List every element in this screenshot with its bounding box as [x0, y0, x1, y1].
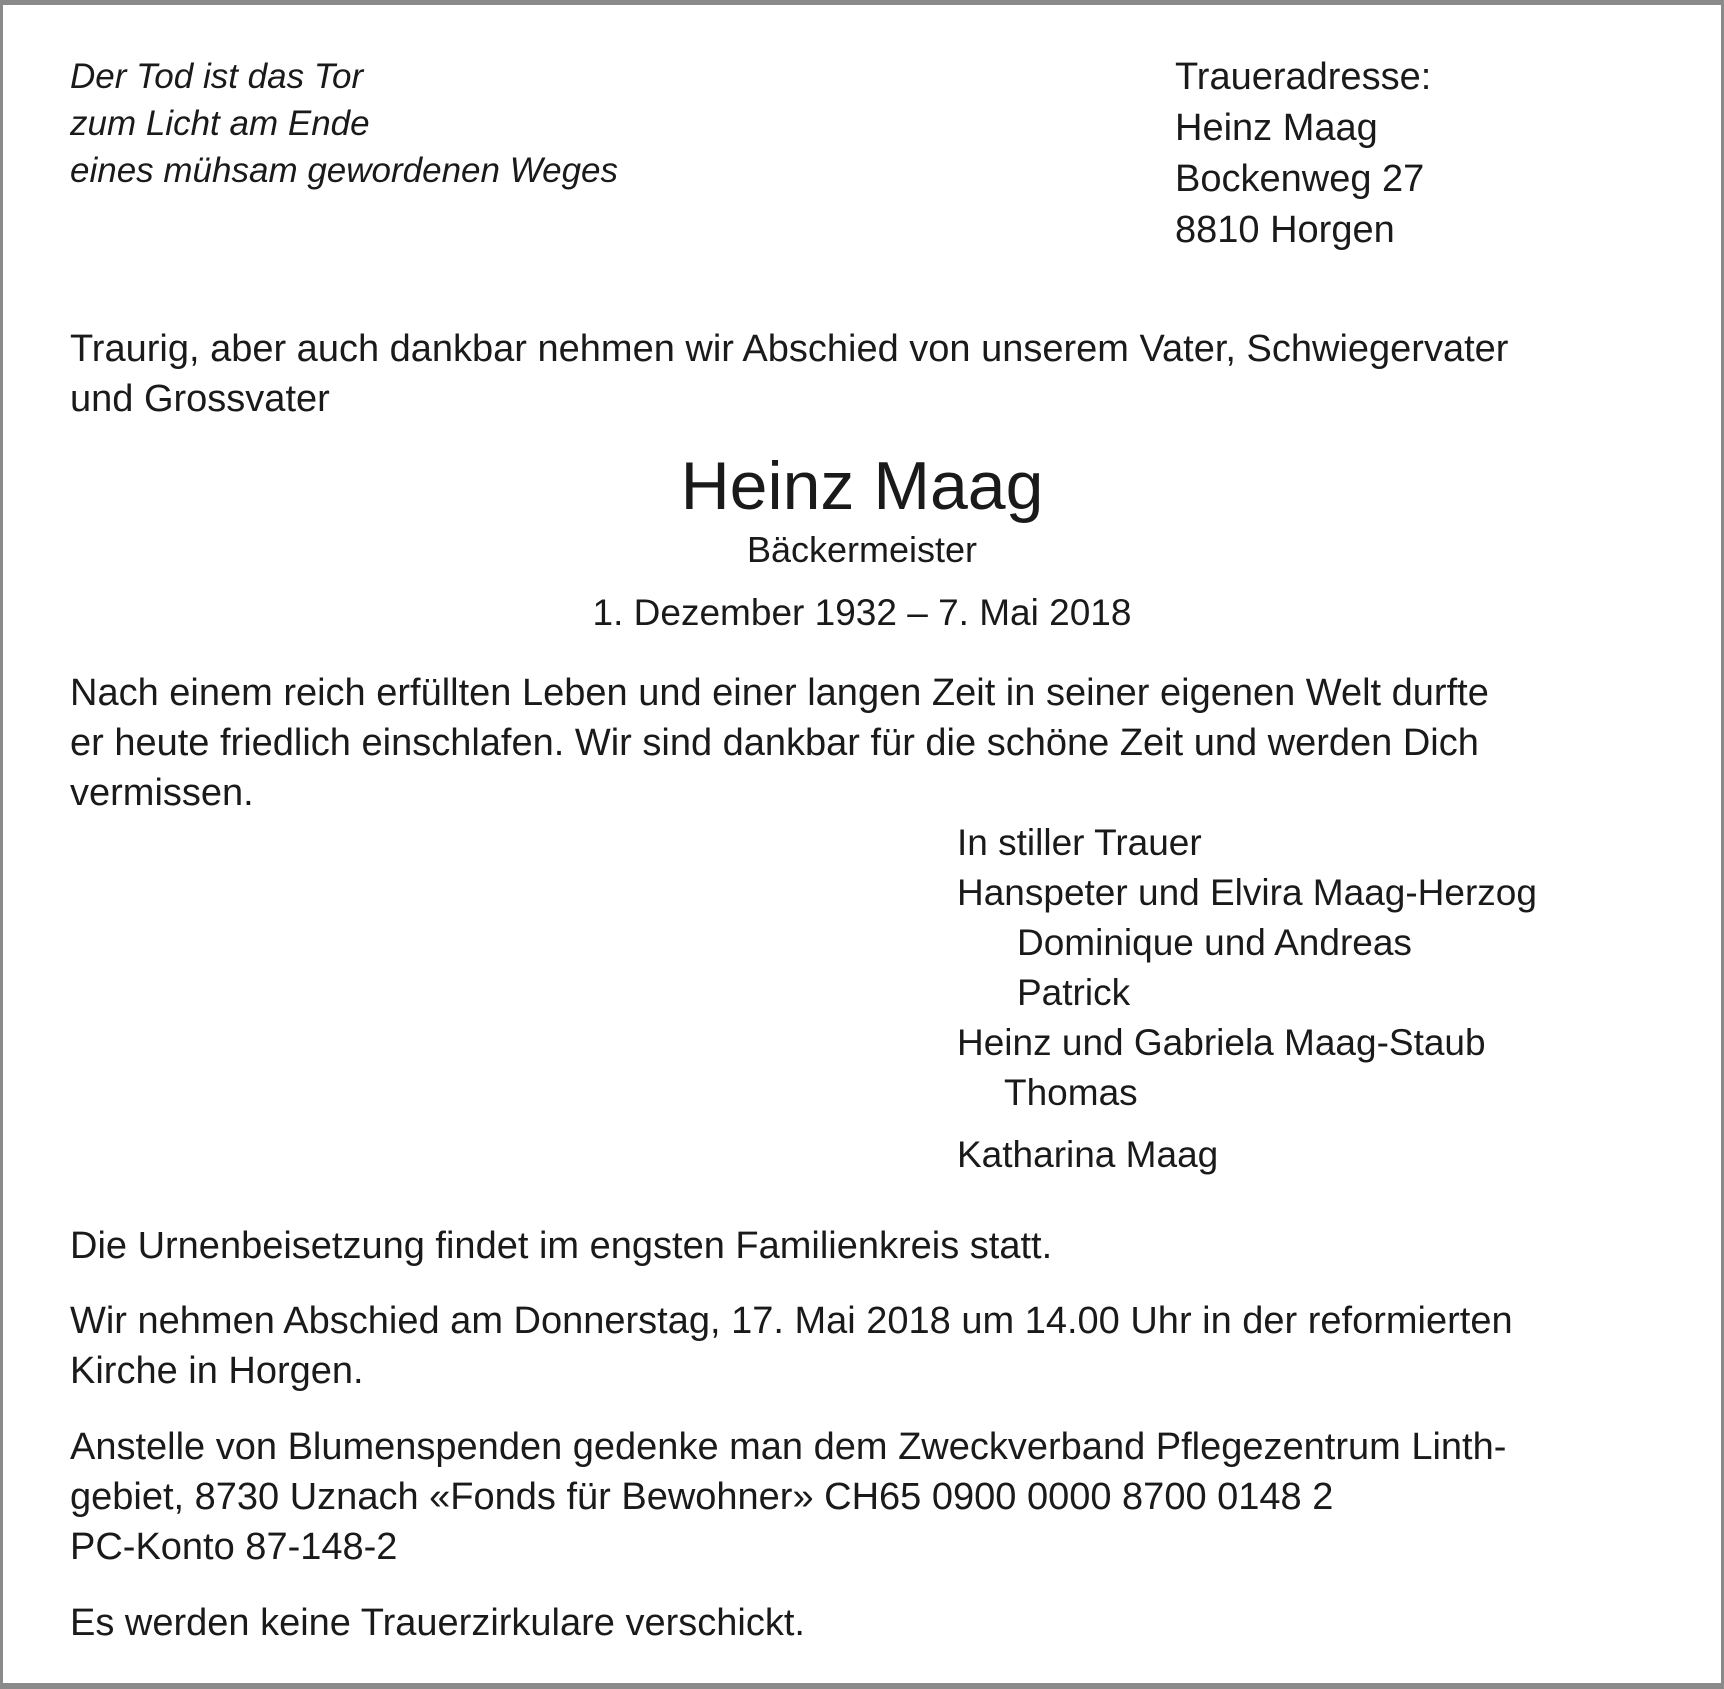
- life-line-3: vermissen.: [70, 772, 254, 814]
- life-line-1: Nach einem reich erfüllten Leben und einer langen Zeit in seiner eigenen Welt durfte: [70, 672, 1489, 714]
- deceased-name: Heinz Maag: [680, 448, 1044, 524]
- donation-line-3: PC-Konto 87-148-2: [70, 1526, 398, 1568]
- closing-text: Es werden keine Trauerzirkulare verschickt.: [70, 1602, 805, 1644]
- mourners-family-1: Hanspeter und Elvira Maag-Herzog: [957, 872, 1537, 913]
- farewell-line-2: Kirche in Horgen.: [70, 1350, 364, 1392]
- mourners-family-2: Heinz und Gabriela Maag-Staub: [957, 1022, 1486, 1063]
- mourners-family-2-child-1: Thomas: [1004, 1072, 1138, 1113]
- farewell-text: [70, 1296, 1513, 1396]
- motto-line-2: zum Licht am Ende: [70, 104, 370, 143]
- deceased-occupation: Bäckermeister: [746, 529, 978, 570]
- donation-line-1: Anstelle von Blumenspenden gedenke man dem Zweckverband Pflegezentrum Linth-: [70, 1426, 1507, 1468]
- life-dates: 1. Dezember 1932 – 7. Mai 2018: [592, 592, 1132, 633]
- farewell-line-1: Wir nehmen Abschied am Donnerstag, 17. Mai 2018 um 14.00 Uhr in der reformierten: [70, 1300, 1513, 1342]
- motto: [70, 53, 618, 194]
- mourners-heading: In stiller Trauer: [957, 822, 1202, 863]
- donation-text: [70, 1422, 1506, 1572]
- address-name: Heinz Maag: [1175, 107, 1378, 149]
- mourners-single: Katharina Maag: [957, 1134, 1219, 1175]
- intro-text: [70, 324, 1508, 424]
- address-city: 8810 Horgen: [1175, 209, 1395, 251]
- motto-line-1: Der Tod ist das Tor: [70, 57, 364, 96]
- intro-line-2: und Grossvater: [70, 378, 330, 420]
- life-text: [70, 668, 1489, 818]
- motto-line-3: eines mühsam gewordenen Weges: [70, 151, 619, 190]
- address-street: Bockenweg 27: [1175, 158, 1425, 200]
- address-label: Traueradresse:: [1175, 56, 1432, 98]
- intro-line-1: Traurig, aber auch dankbar nehmen wir Abschied von unserem Vater, Schwiegervater: [70, 328, 1509, 370]
- life-line-2: er heute friedlich einschlafen. Wir sind dankbar für die schöne Zeit und werden Dich: [70, 722, 1479, 764]
- donation-line-2: gebiet, 8730 Uznach «Fonds für Bewohner» CH65 0900 0000 8700 0148 2: [70, 1476, 1334, 1518]
- burial-text: Die Urnenbeisetzung findet im engsten Familienkreis statt.: [70, 1225, 1053, 1267]
- mourners-family-1-child-1: Dominique und Andreas: [1017, 922, 1412, 963]
- mourners-family-1-child-2: Patrick: [1017, 972, 1131, 1013]
- mourning-address: [1175, 52, 1431, 256]
